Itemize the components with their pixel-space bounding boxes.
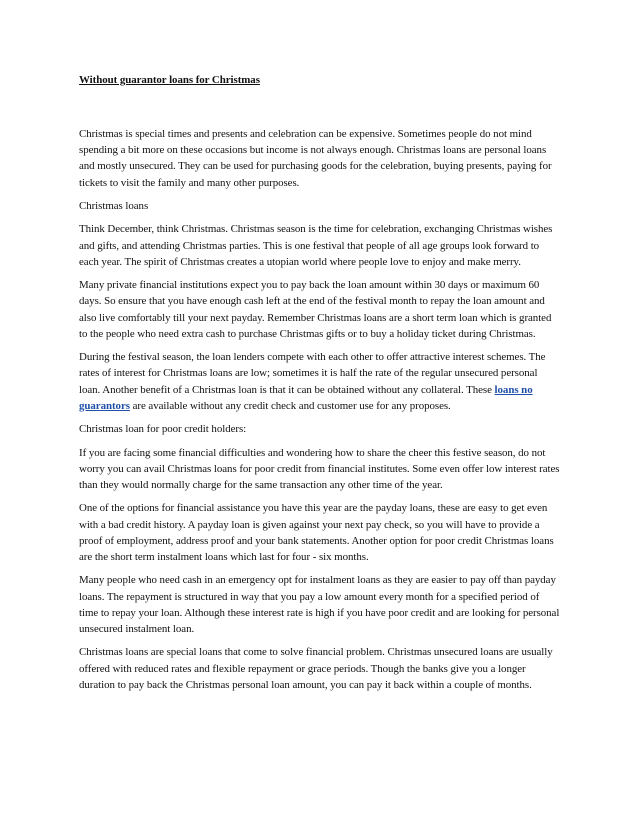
paragraph-interest-rates-tail: are available without any credit check and customer use for any proposes. (129, 399, 451, 412)
section-heading-poor-credit: Christmas loan for poor credit holders: (79, 423, 247, 436)
document-page (79, 72, 561, 700)
loans-no-guarantors-link[interactable]: loans no guarantors (79, 383, 533, 412)
section-heading-christmas-loans: Christmas loans (79, 200, 149, 212)
paragraph-financial-difficulties: If you are facing some financial difficulties and wondering how to share the cheer this festive season, do not worry you can avail Christmas loans for poor credit from financial institutes. Some even offer low interest rates than they would normally charge for the same transaction any other time of the year. (79, 446, 560, 491)
paragraph-interest-rates-text: During the festival season, the loan lenders compete with each other to offer attractive interest schemes. The rates of interest for Christmas loans are low; sometimes it is half the rate of the regular unsecured personal loan. Another benefit of a Christmas loan is that it can be obtained without any collateral. These (79, 351, 546, 396)
document-title: Without guarantor loans for Christmas (79, 74, 260, 86)
paragraph-special-loans: Christmas loans are special loans that come to solve financial problem. Christmas unsecured loans are usually offered with reduced rates and flexible repayment or grace periods. Though the banks give you a longer duration to pay back the Christmas personal loan amount, you can pay it back within a couple of months. (79, 646, 553, 691)
paragraph-think-december: Think December, think Christmas. Christmas season is the time for celebration, exchanging Christmas wishes and gifts, and attending Christmas parties. This is one festival that people of all age groups look forward to each year. The spirit of Christmas creates a utopian world where people love to enjoy and make merry. (79, 223, 553, 268)
paragraph-instalment-loans: Many people who need cash in an emergency opt for instalment loans as they are easier to pay off than payday loans. The repayment is structured in way that you pay a low amount every month for a specified period of time to repay your loan. Although these interest rate is high if you have poor credit and are looking for personal unsecured instalment loan. (79, 574, 560, 635)
paragraph-payday-loans: One of the options for financial assistance you have this year are the payday loans, these are easy to get even with a bad credit history. A payday loan is given against your next pay check, so you will have to provide a proof of employment, address proof and your bank statements. Another option for poor credit Christmas loans are the short term instalment loans which last for four - six months. (79, 502, 554, 563)
paragraph-repayment-terms: Many private financial institutions expect you to pay back the loan amount within 30 days or maximum 60 days. So ensure that you have enough cash left at the end of the festival month to repay the loan amount and also live comfortably till your next payday. Remember Christmas loans are a short term loan which is granted to the people who need extra cash to purchase Christmas gifts or to buy a holiday ticket during Christmas. (79, 279, 552, 340)
intro-paragraph: Christmas is special times and presents and celebration can be expensive. Sometimes people do not mind spending a bit more on these occasions but income is not always enough. Christmas loans are personal loans and mostly unsecured. They can be used for purchasing goods for the celebration, buying presents, paying for tickets to visit the family and many other purposes. (79, 128, 552, 189)
paragraph-interest-rates (79, 349, 561, 414)
